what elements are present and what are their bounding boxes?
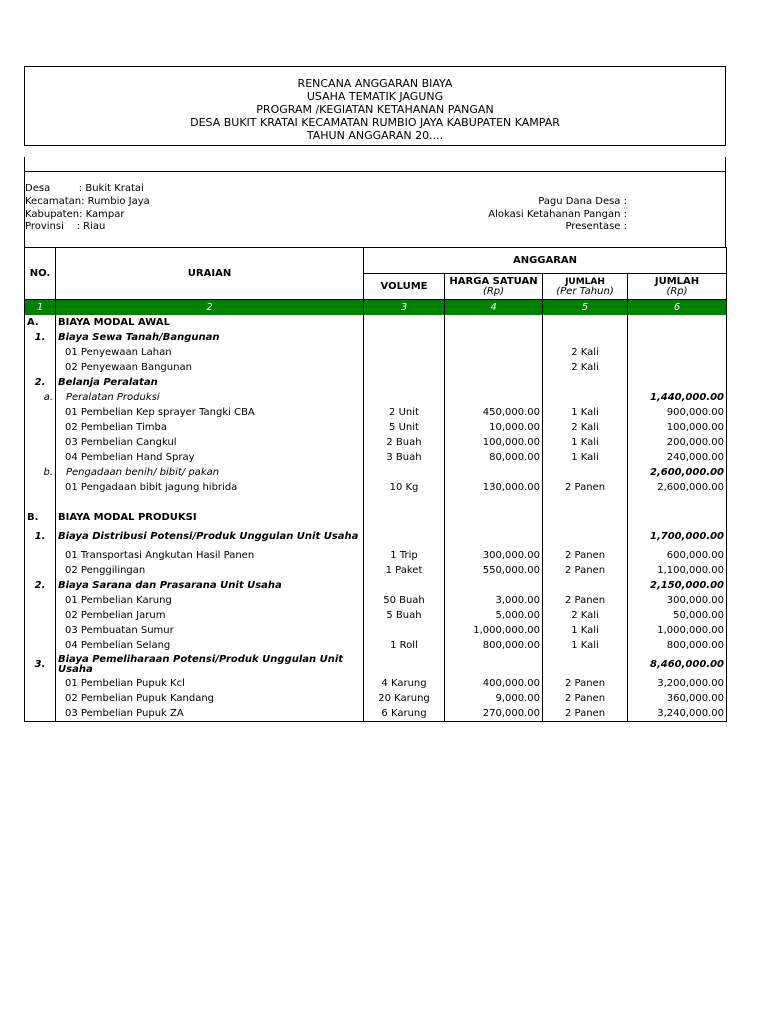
table-row (25, 706, 727, 722)
cell-jumlah (628, 495, 727, 510)
cell-uraian: 02 Penyewaan Bangunan (56, 360, 364, 375)
table-row (25, 465, 727, 480)
cell-volume (364, 345, 445, 360)
col-jumlah-unit: (Rp) (666, 285, 688, 297)
cell-volume (364, 653, 445, 676)
cell-pengadaan (543, 315, 628, 330)
cell-uraian: Biaya Sarana dan Prasarana Unit Usaha (56, 578, 364, 593)
cell-pengadaan (543, 330, 628, 345)
cell-uraian: 03 Pembelian Cangkul (56, 435, 364, 450)
cell-volume: 5 Buah (364, 608, 445, 623)
cell-no (25, 563, 56, 578)
cell-uraian: 01 Transportasi Angkutan Hasil Panen (56, 548, 364, 563)
cell-no (25, 638, 56, 653)
cell-jumlah: 3,200,000.00 (628, 676, 727, 691)
cell-no (25, 450, 56, 465)
cell-no: 2. (25, 578, 56, 593)
cell-uraian: Biaya Distribusi Potensi/Produk Unggulan Unit Usaha (56, 525, 364, 548)
col-number: 4 (445, 300, 543, 316)
cell-uraian: Belanja Peralatan (56, 375, 364, 390)
cell-volume (364, 623, 445, 638)
cell-harga (445, 525, 543, 548)
cell-harga: 300,000.00 (445, 548, 543, 563)
table-row (25, 405, 727, 420)
cell-uraian: BIAYA MODAL PRODUKSI (56, 510, 364, 525)
cell-jumlah: 200,000.00 (628, 435, 727, 450)
cell-pengadaan: 2 Panen (543, 706, 628, 722)
header-location: DESA BUKIT KRATAI KECAMATAN RUMBIO JAYA KABUPATEN KAMPAR (190, 116, 560, 129)
cell-uraian (56, 495, 364, 510)
col-number: 5 (543, 300, 628, 316)
cell-pengadaan (543, 375, 628, 390)
cell-no (25, 623, 56, 638)
cell-harga: 400,000.00 (445, 676, 543, 691)
cell-pengadaan (543, 390, 628, 405)
cell-uraian: 03 Pembuatan Sumur (56, 623, 364, 638)
table-row (25, 638, 727, 653)
table-row (25, 390, 727, 405)
cell-pengadaan (543, 578, 628, 593)
header-year: TAHUN ANGGARAN 20.... (306, 129, 444, 142)
column-number-row (25, 300, 727, 316)
cell-pengadaan: 2 Panen (543, 548, 628, 563)
cell-uraian: 01 Penyewaan Lahan (56, 345, 364, 360)
info-presentase: Presentase : (565, 221, 627, 232)
table-row (25, 510, 727, 525)
cell-harga: 80,000.00 (445, 450, 543, 465)
col-jumlah-pengadaan (543, 274, 628, 300)
info-block (24, 171, 726, 247)
cell-pengadaan (543, 510, 628, 525)
cell-pengadaan: 2 Kali (543, 345, 628, 360)
cell-jumlah: 900,000.00 (628, 405, 727, 420)
cell-no (25, 420, 56, 435)
cell-volume (364, 330, 445, 345)
cell-volume (364, 375, 445, 390)
col-jumlah-label: JUMLAH (654, 275, 700, 287)
cell-uraian: Biaya Sewa Tanah/Bangunan (56, 330, 364, 345)
col-harga-satuan-label: HARGA SATUAN (449, 275, 538, 287)
cell-pengadaan (543, 495, 628, 510)
cell-no (25, 593, 56, 608)
budget-table (24, 247, 727, 722)
cell-jumlah: 50,000.00 (628, 608, 727, 623)
cell-volume: 2 Unit (364, 405, 445, 420)
cell-jumlah: 2,600,000.00 (628, 465, 727, 480)
table-row (25, 495, 727, 510)
cell-no: 1. (25, 525, 56, 548)
cell-volume (364, 465, 445, 480)
cell-volume: 1 Trip (364, 548, 445, 563)
cell-volume (364, 525, 445, 548)
col-number: 6 (628, 300, 727, 316)
cell-jumlah: 2,150,000.00 (628, 578, 727, 593)
cell-harga (445, 330, 543, 345)
cell-jumlah (628, 360, 727, 375)
table-row (25, 548, 727, 563)
cell-pengadaan: 2 Kali (543, 360, 628, 375)
table-row (25, 345, 727, 360)
cell-harga (445, 360, 543, 375)
cell-uraian: 02 Pembelian Jarum (56, 608, 364, 623)
cell-jumlah: 1,100,000.00 (628, 563, 727, 578)
cell-uraian: 04 Pembelian Selang (56, 638, 364, 653)
spacer-row (24, 157, 726, 172)
cell-no: a. (25, 390, 56, 405)
cell-harga: 1,000,000.00 (445, 623, 543, 638)
table-row (25, 480, 727, 495)
cell-harga: 130,000.00 (445, 480, 543, 495)
cell-uraian: Peralatan Produksi (56, 390, 364, 405)
cell-jumlah: 240,000.00 (628, 450, 727, 465)
table-row (25, 578, 727, 593)
cell-volume: 1 Paket (364, 563, 445, 578)
table-row (25, 450, 727, 465)
cell-harga: 100,000.00 (445, 435, 543, 450)
info-provinsi: Provinsi : Riau (25, 221, 106, 232)
cell-no (25, 691, 56, 706)
cell-pengadaan: 2 Panen (543, 563, 628, 578)
col-jumlah (628, 274, 727, 300)
col-volume: VOLUME (364, 274, 445, 300)
cell-harga (445, 578, 543, 593)
cell-uraian: 02 Pembelian Pupuk Kandang (56, 691, 364, 706)
cell-harga: 10,000.00 (445, 420, 543, 435)
cell-jumlah (628, 375, 727, 390)
cell-pengadaan: 2 Kali (543, 420, 628, 435)
cell-jumlah (628, 330, 727, 345)
cell-no: A. (25, 315, 56, 330)
cell-volume: 4 Karung (364, 676, 445, 691)
cell-no: 2. (25, 375, 56, 390)
info-desa: Desa : Bukit Kratai (25, 183, 144, 194)
cell-no (25, 706, 56, 722)
cell-jumlah: 3,240,000.00 (628, 706, 727, 722)
cell-jumlah: 1,440,000.00 (628, 390, 727, 405)
cell-harga: 3,000.00 (445, 593, 543, 608)
cell-harga (445, 375, 543, 390)
cell-volume (364, 315, 445, 330)
cell-no (25, 405, 56, 420)
cell-no (25, 548, 56, 563)
cell-uraian: 03 Pembelian Pupuk ZA (56, 706, 364, 722)
col-number: 1 (25, 300, 56, 316)
cell-volume: 1 Roll (364, 638, 445, 653)
cell-harga: 550,000.00 (445, 563, 543, 578)
col-jumlah-pengadaan-label: JUMLAH (565, 276, 605, 287)
cell-harga: 9,000.00 (445, 691, 543, 706)
cell-harga (445, 345, 543, 360)
col-pengadaan-unit: (Per Tahun) (556, 285, 614, 297)
info-kabupaten: Kabupaten: Kampar (25, 209, 125, 220)
cell-harga: 270,000.00 (445, 706, 543, 722)
table-row (25, 691, 727, 706)
cell-jumlah (628, 345, 727, 360)
table-row (25, 608, 727, 623)
cell-no (25, 608, 56, 623)
cell-jumlah: 300,000.00 (628, 593, 727, 608)
table-row (25, 330, 727, 345)
header-title: RENCANA ANGGARAN BIAYA (297, 77, 453, 90)
cell-no: 3. (25, 653, 56, 676)
cell-pengadaan: 1 Kali (543, 405, 628, 420)
table-row (25, 623, 727, 638)
cell-pengadaan: 1 Kali (543, 435, 628, 450)
cell-jumlah: 2,600,000.00 (628, 480, 727, 495)
cell-uraian: 01 Pembelian Karung (56, 593, 364, 608)
table-row (25, 315, 727, 330)
cell-uraian: 04 Pembelian Hand Spray (56, 450, 364, 465)
cell-uraian: Biaya Pemeliharaan Potensi/Produk Unggulan Unit Usaha (56, 653, 364, 676)
cell-pengadaan (543, 653, 628, 676)
cell-uraian: 01 Pembelian Kep sprayer Tangki CBA (56, 405, 364, 420)
cell-volume (364, 495, 445, 510)
cell-volume: 5 Unit (364, 420, 445, 435)
cell-pengadaan: 2 Panen (543, 593, 628, 608)
table-row (25, 375, 727, 390)
cell-no (25, 435, 56, 450)
table-row (25, 653, 727, 676)
cell-no (25, 480, 56, 495)
col-number: 3 (364, 300, 445, 316)
cell-harga: 800,000.00 (445, 638, 543, 653)
cell-pengadaan: 1 Kali (543, 450, 628, 465)
col-no: NO. (25, 248, 56, 300)
cell-volume (364, 510, 445, 525)
col-harga-unit: (Rp) (482, 285, 505, 297)
cell-jumlah: 360,000.00 (628, 691, 727, 706)
table-row (25, 420, 727, 435)
cell-harga (445, 465, 543, 480)
cell-uraian: 02 Pembelian Timba (56, 420, 364, 435)
cell-harga (445, 495, 543, 510)
cell-pengadaan (543, 465, 628, 480)
cell-pengadaan (543, 525, 628, 548)
cell-harga (445, 510, 543, 525)
cell-jumlah (628, 315, 727, 330)
table-row (25, 435, 727, 450)
cell-no (25, 495, 56, 510)
col-anggaran: ANGGARAN (364, 248, 727, 274)
info-kecamatan: Kecamatan: Rumbio Jaya (25, 196, 150, 207)
cell-pengadaan: 2 Kali (543, 608, 628, 623)
cell-pengadaan: 1 Kali (543, 638, 628, 653)
cell-pengadaan: 2 Panen (543, 691, 628, 706)
cell-volume (364, 360, 445, 375)
cell-harga (445, 315, 543, 330)
cell-no (25, 345, 56, 360)
header-subtitle: USAHA TEMATIK JAGUNG (306, 90, 444, 103)
table-row (25, 563, 727, 578)
cell-no: B. (25, 510, 56, 525)
header-program: PROGRAM /KEGIATAN KETAHANAN PANGAN (256, 103, 494, 116)
col-number: 2 (56, 300, 364, 316)
cell-harga (445, 390, 543, 405)
cell-volume: 3 Buah (364, 450, 445, 465)
table-row (25, 676, 727, 691)
cell-volume: 10 Kg (364, 480, 445, 495)
cell-no: 1. (25, 330, 56, 345)
cell-volume: 6 Karung (364, 706, 445, 722)
cell-uraian: BIAYA MODAL AWAL (56, 315, 364, 330)
cell-uraian: Pengadaan benih/ bibit/ pakan (56, 465, 364, 480)
col-harga-satuan (445, 274, 543, 300)
col-uraian: URAIAN (56, 248, 364, 300)
cell-jumlah: 1,700,000.00 (628, 525, 727, 548)
cell-harga (445, 653, 543, 676)
cell-volume (364, 390, 445, 405)
cell-pengadaan: 2 Panen (543, 676, 628, 691)
cell-jumlah: 600,000.00 (628, 548, 727, 563)
cell-uraian: 01 Pengadaan bibit jagung hibrida (56, 480, 364, 495)
cell-no: b. (25, 465, 56, 480)
cell-jumlah (628, 510, 727, 525)
cell-jumlah: 8,460,000.00 (628, 653, 727, 676)
table-row (25, 525, 727, 548)
info-alokasi: Alokasi Ketahanan Pangan : (488, 209, 627, 220)
cell-volume: 2 Buah (364, 435, 445, 450)
cell-jumlah: 100,000.00 (628, 420, 727, 435)
cell-pengadaan: 2 Panen (543, 480, 628, 495)
cell-no (25, 360, 56, 375)
cell-harga: 5,000.00 (445, 608, 543, 623)
cell-jumlah: 800,000.00 (628, 638, 727, 653)
cell-harga: 450,000.00 (445, 405, 543, 420)
cell-jumlah: 1,000,000.00 (628, 623, 727, 638)
cell-volume: 20 Karung (364, 691, 445, 706)
cell-pengadaan: 1 Kali (543, 623, 628, 638)
table-row (25, 360, 727, 375)
document-header (24, 66, 726, 146)
cell-volume: 50 Buah (364, 593, 445, 608)
cell-uraian: 01 Pembelian Pupuk Kcl (56, 676, 364, 691)
info-pagu: Pagu Dana Desa : (538, 196, 627, 207)
cell-uraian: 02 Penggilingan (56, 563, 364, 578)
cell-no (25, 676, 56, 691)
table-row (25, 593, 727, 608)
cell-volume (364, 578, 445, 593)
